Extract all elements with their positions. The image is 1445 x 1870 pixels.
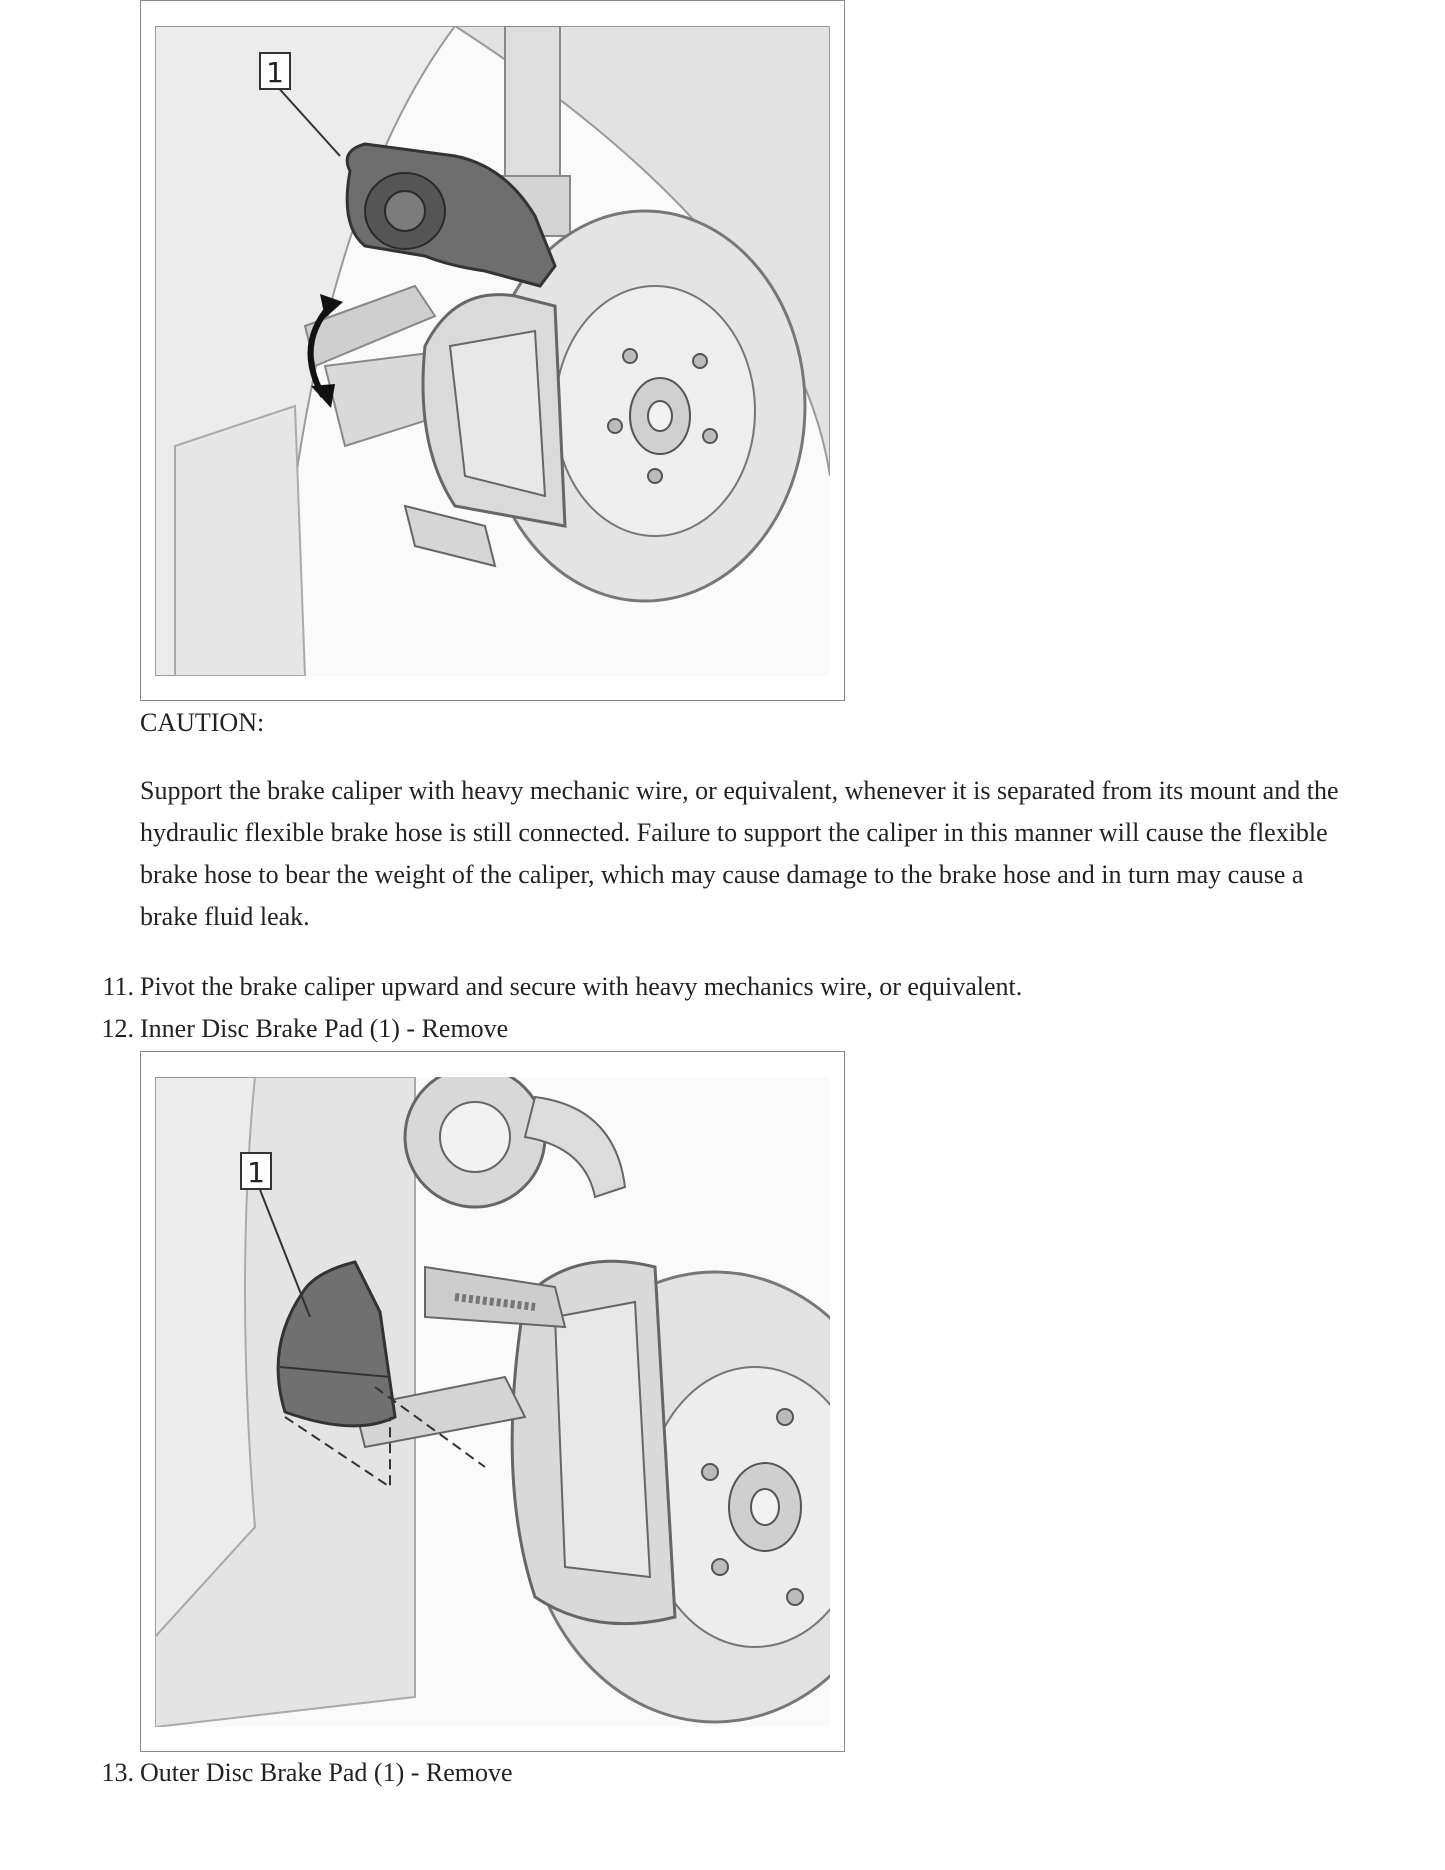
- figure-caliper-pivot: [140, 0, 845, 701]
- step-text: Outer Disc Brake Pad (1) - Remove: [140, 1758, 513, 1787]
- step-number: 13 .: [98, 1752, 134, 1794]
- caution-body: Support the brake caliper with heavy mechanic wire, or equivalent, whenever it is separated from its mount and the hydraulic flexible brake hose is still connected. Failure to support the caliper in this manner will cause the flexible brake hose to bear the weight of the caliper, which may cause damage to the brake hose and in turn may cause a brake fluid leak.: [140, 776, 1339, 931]
- figure-inner-pad-removal: [140, 1051, 845, 1752]
- step-number: 12 .: [98, 1008, 134, 1050]
- caution-label: CAUTION:: [140, 708, 265, 737]
- inner-pad-removal-illustration: [155, 1077, 830, 1727]
- callout-number: 1: [266, 56, 284, 89]
- step-number: 11 .: [98, 966, 134, 1008]
- caliper-pivot-illustration: [155, 26, 830, 676]
- step-text: Pivot the brake caliper upward and secure with heavy mechanics wire, or equivalent.: [140, 972, 1023, 1001]
- callout-number: 1: [247, 1156, 265, 1189]
- step-text: Inner Disc Brake Pad (1) - Remove: [140, 1014, 509, 1043]
